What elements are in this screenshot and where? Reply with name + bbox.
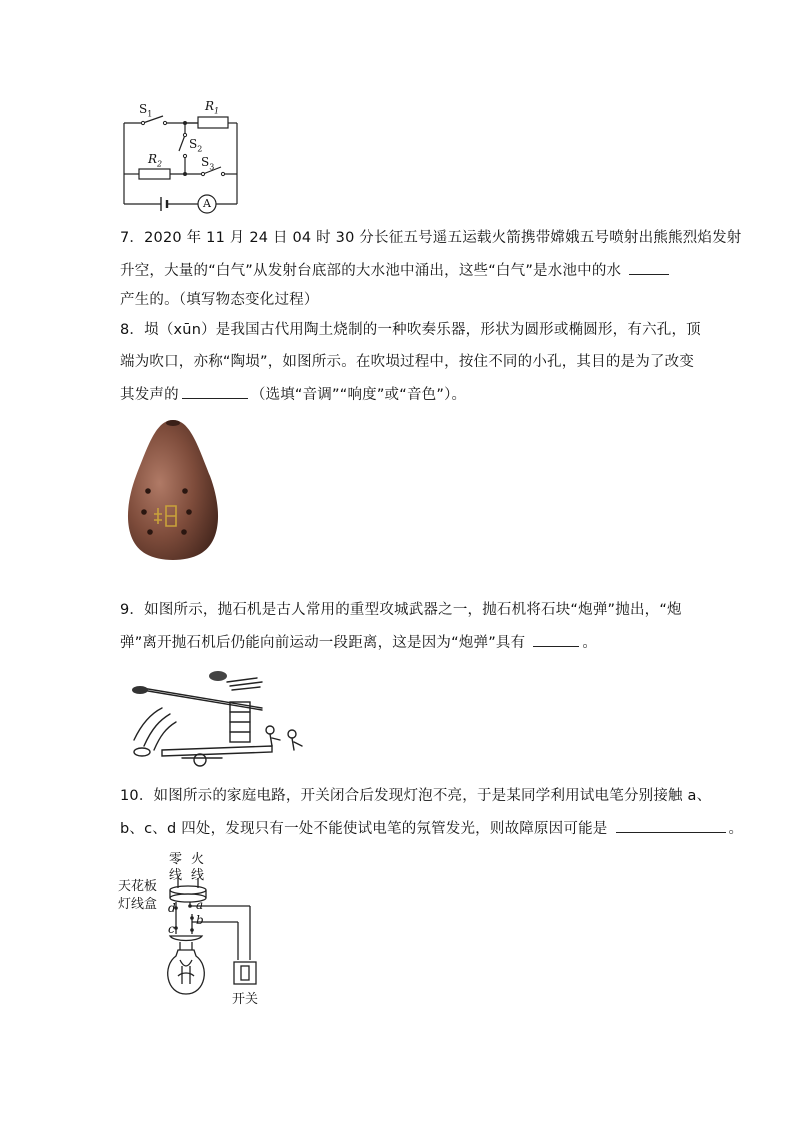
- label-live-2: 线: [191, 868, 205, 883]
- label-s3: $S_3$: [201, 155, 215, 172]
- q8-line-3: 其发声的 （选填“音调”“响度”或“音色”）。: [120, 384, 466, 405]
- label-s2: $S_2$: [189, 137, 203, 154]
- label-c: c: [168, 922, 175, 936]
- q10-line-2: b、c、d 四处，发现只有一处不能使试电笔的氖管发光，则故障原因可能是 。: [120, 818, 743, 839]
- q7-line-3: 产生的。（填写物态变化过程）: [120, 292, 319, 308]
- label-b: b: [196, 913, 204, 927]
- label-neutral-2: 线: [169, 868, 183, 883]
- xun-ocarina-image: [118, 416, 228, 564]
- q8-line-2: 端为吹口，亦称“陶埙”，如图所示。在吹埙过程中，按住不同的小孔，其目的是为了改变: [120, 354, 695, 370]
- catapult-illustration: [122, 668, 312, 770]
- label-r2: $R_2$: [148, 152, 163, 169]
- household-circuit-diagram: [118, 848, 278, 1008]
- q10-answer-blank[interactable]: [616, 818, 726, 833]
- label-s1: $S_1$: [139, 102, 153, 119]
- label-switch: 开关: [232, 992, 259, 1007]
- label-a: a: [196, 898, 204, 912]
- label-neutral-1: 零: [169, 852, 183, 867]
- q8-answer-blank[interactable]: [182, 384, 248, 399]
- label-lamp-box: 灯线盒: [118, 897, 158, 912]
- q7-line-1: 7．2020 年 11 月 24 日 04 时 30 分长征五号遥五运载火箭携带嫦娥五号喷射出熊熊烈焰发射: [120, 230, 742, 246]
- label-live-1: 火: [191, 852, 205, 867]
- label-ammeter: A: [203, 197, 211, 210]
- q10-line-1: 10．如图所示的家庭电路，开关闭合后发现灯泡不亮，于是某同学利用试电笔分别接触 a、: [120, 788, 712, 804]
- circuit-diagram-1: [115, 100, 255, 218]
- q7-answer-blank[interactable]: [629, 260, 669, 275]
- circuit-1-wires: [115, 100, 255, 218]
- q9-answer-blank[interactable]: [533, 632, 579, 647]
- q7-line-2: 升空，大量的“白气”从发射台底部的大水池中涌出，这些“白气”是水池中的水: [120, 260, 672, 281]
- q9-line-1: 9．如图所示，抛石机是古人常用的重型攻城武器之一，抛石机将石块“炮弹”抛出，“炮: [120, 602, 682, 618]
- label-ceiling-plate: 天花板: [118, 879, 158, 894]
- label-r1: $R_1$: [205, 99, 220, 116]
- q9-line-2: 弹”离开抛石机后仍能向前运动一段距离，这是因为“炮弹”具有 。: [120, 632, 597, 653]
- label-d: d: [168, 901, 176, 915]
- q8-line-1: 8．埙（xūn）是我国古代用陶土烧制的一种吹奏乐器，形状为圆形或椭圆形，有六孔，顶: [120, 322, 701, 338]
